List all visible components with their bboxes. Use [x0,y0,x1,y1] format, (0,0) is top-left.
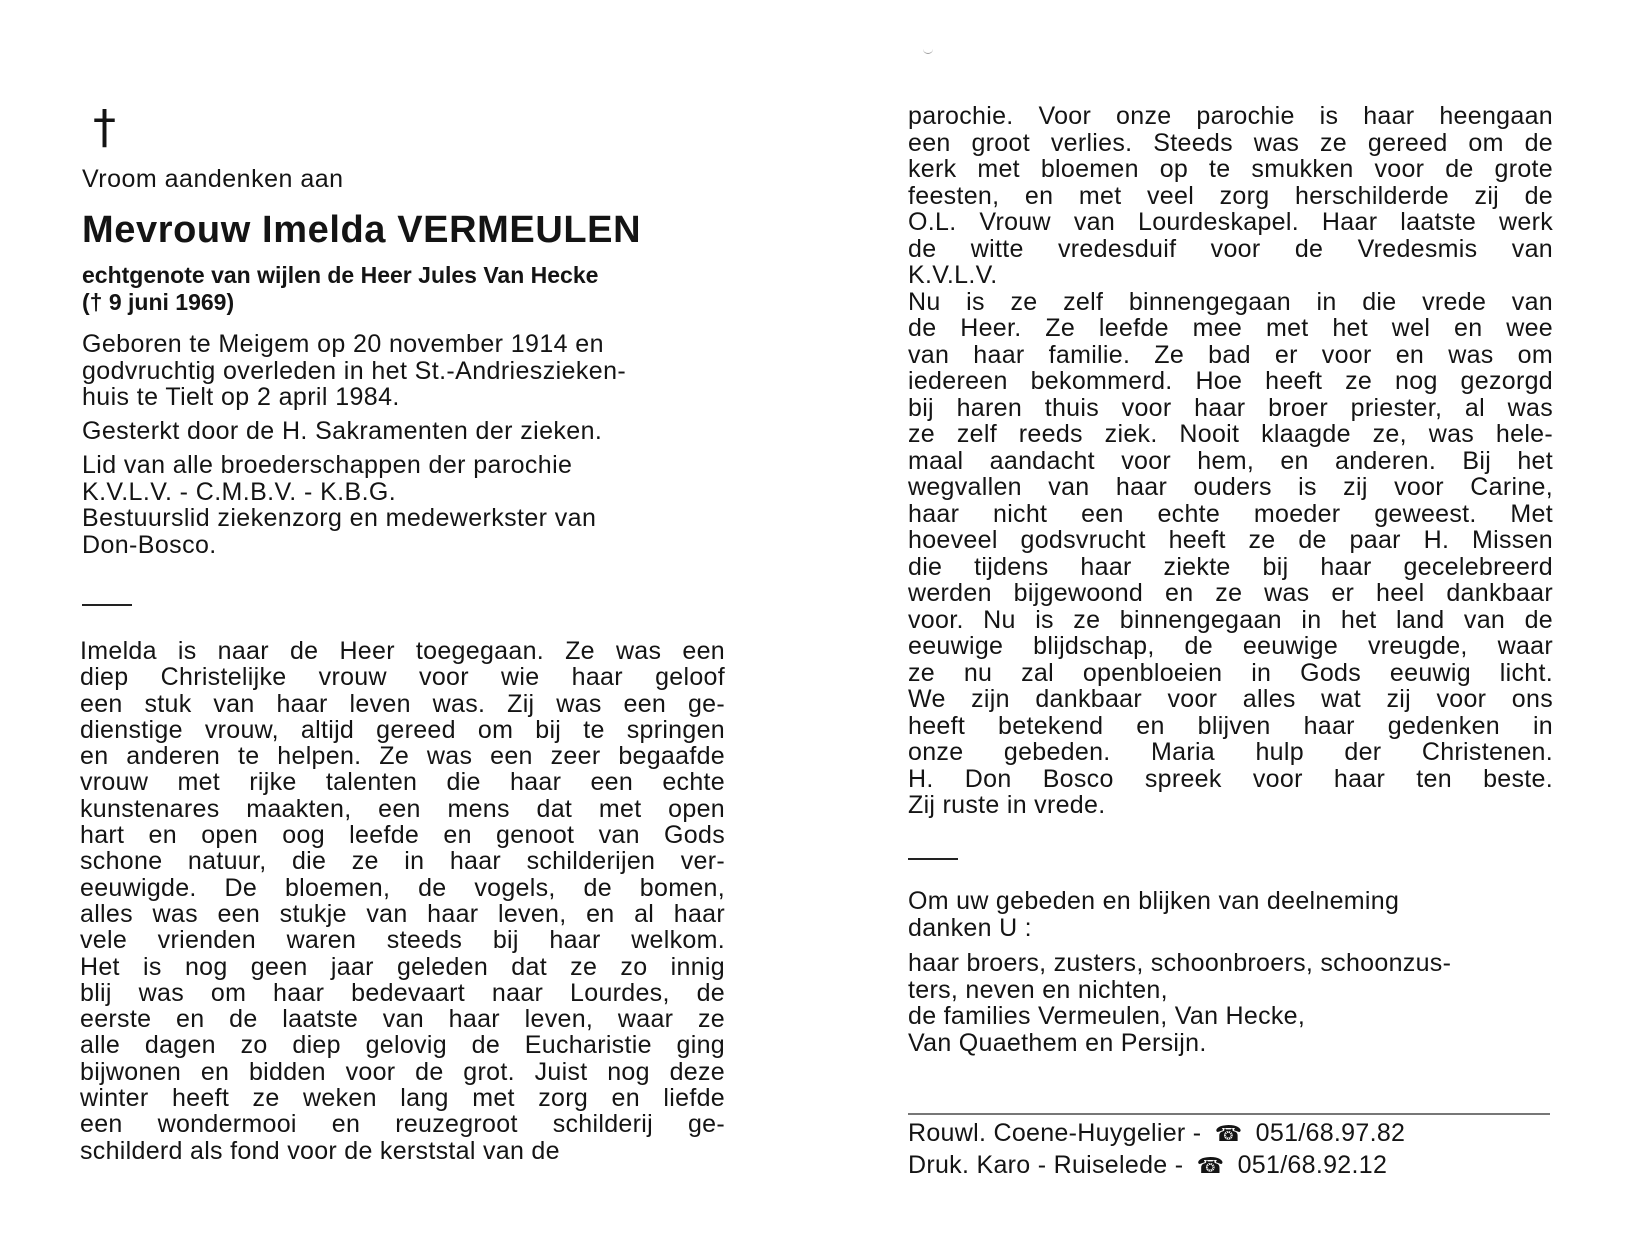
text-line: H. Don Bosco spreek voor haar ten beste. [908,764,1553,793]
text-line: bij haren thuis voor haar broer priester, al was [908,393,1553,422]
text-line: Geboren te Meigem op 20 november 1914 en [82,330,604,358]
text-line: de witte vredesduif voor de Vredesmis van [908,234,1553,263]
section-divider [82,604,132,606]
text-line: winter heeft ze weken lang met zorg en liefde [80,1084,725,1113]
text-line: ters, neven en nichten, [908,975,1168,1004]
sacraments-line [82,418,742,445]
footer-divider [908,1113,1550,1115]
text-line: de Heer. Ze leefde mee met het wel en wee [908,314,1553,342]
cross-icon: † [93,100,116,154]
text-line: Bestuurslid ziekenzorg en medewerkster van [82,504,597,532]
text-line: K.V.L.V. - C.M.B.V. - K.B.G. [82,477,397,506]
spouse-line: echtgenote van wijlen de Heer Jules Van Hecke [82,262,599,288]
text-line: een wondermooi en reuzegroot schilderij ge- [80,1110,725,1139]
text-line: We zijn dankbaar voor alles wat zij voor ons [908,685,1553,713]
text-line: kerk met bloemen op te smukken voor de grote [908,155,1553,183]
text-line: een stuk van haar leven was. Zij was een ge- [80,689,725,718]
text-line: een groot verlies. Steeds was ze gereed om de [908,128,1553,157]
funeral-home-label: Rouwl. Coene-Huygelier - [908,1119,1202,1147]
text-line: blij was om haar bedevaart naar Lourdes, de [80,978,725,1007]
telephone-icon: ☎ [1196,1154,1225,1179]
deceased-name: Mevrouw Imelda VERMEULEN [82,209,642,251]
story-right-column [908,103,1553,819]
text-line: ze nu zal openbloeien in Gods eeuwig licht. [908,658,1553,687]
text-line: schone natuur, die ze in haar schilderijen ver- [80,847,725,876]
telephone-icon: ☎ [1214,1122,1243,1147]
thanks-paragraph [908,888,1553,941]
text-line: Imelda is naar de Heer toegegaan. Ze was een [80,637,725,665]
text-line: voor. Nu is ze binnengegaan in het land van de [908,605,1553,634]
printer-phone: 051/68.92.12 [1237,1151,1388,1179]
text-line: Don-Bosco. [82,530,217,559]
text-line: danken U : [908,913,1032,942]
text-line: hart en open oog leefde en genoot van Gods [80,821,725,850]
text-line: dienstige vrouw, altijd gereed om bij te springen [80,715,725,744]
text-line: Nu is ze zelf binnengegaan in die vrede van [908,287,1553,316]
printer-line [908,1150,1405,1182]
text-line: eeuwigde. De bloemen, de vogels, de bomen, [80,873,725,902]
text-line: Om uw gebeden en blijken van deelneming [908,887,1400,915]
text-line: godvruchtig overleden in het St.-Andrieszieken- [82,356,627,385]
paper-mark [923,48,933,54]
text-line: maal aandacht voor hem, en anderen. Bij het [908,446,1553,475]
text-line: werden bijgewoond en ze was er heel dankbaar [908,579,1553,607]
text-line: feesten, en met veel zorg herschilderde zij de [908,181,1553,210]
text-line: schilderd als fond voor de kerststal van de [80,1136,560,1165]
text-line: Zij ruste in vrede. [908,791,1106,819]
text-line: parochie. Voor onze parochie is haar heengaan [908,102,1553,130]
printer-info [908,1118,1405,1182]
text-line: iedereen bekommerd. Hoe heeft ze nog gezorgd [908,367,1553,395]
text-line: huis te Tielt op 2 april 1984. [82,383,400,411]
printer-label: Druk. Karo - Ruiselede - [908,1151,1184,1179]
text-line: Het is nog geen jaar geleden dat ze zo innig [80,952,725,981]
text-line: vele vrienden waren steeds bij haar welkom. [80,926,725,955]
text-line: alles was een stukje van haar leven, en al haar [80,899,725,928]
text-line: eerste en de laatste van haar leven, waar ze [80,1005,725,1034]
text-line: alle dagen zo diep gelovig de Eucharistie ging [80,1031,725,1060]
birth-death-paragraph [82,331,742,411]
text-line: kunstenares maakten, een mens dat met open [80,794,725,823]
text-line: K.V.L.V. [908,261,998,289]
text-line: Van Quaethem en Persijn. [908,1028,1207,1057]
spouse-info [82,262,742,316]
text-line: haar nicht een echte moeder geweest. Met [908,499,1553,528]
text-line: Lid van alle broederschappen der parochie [82,451,573,479]
text-line: heeft betekend en blijven haar gedenken in [908,711,1553,740]
text-line: eeuwige blijdschap, de eeuwige vreugde, waar [908,632,1553,660]
text-line: vrouw met rijke talenten die haar een echte [80,768,725,797]
membership-paragraph [82,452,742,558]
text-line: wegvallen van haar ouders is zij voor Carine, [908,473,1553,501]
text-line: de families Vermeulen, Van Hecke, [908,1002,1306,1030]
text-line: O.L. Vrouw van Lourdeskapel. Haar laatste werk [908,208,1553,236]
text-line: onze gebeden. Maria hulp der Christenen. [908,738,1553,766]
story-left-column [80,638,725,1164]
text-line: van haar familie. Ze bad er voor en was om [908,340,1553,369]
text-line: haar broers, zusters, schoonbroers, schoonzus- [908,949,1452,977]
text-line: ze zelf reeds ziek. Nooit klaagde ze, was hele- [908,420,1553,448]
funeral-home-phone: 051/68.97.82 [1255,1119,1406,1147]
text-line: bijwonen en bidden voor de grot. Juist nog deze [80,1057,725,1086]
section-divider [908,858,958,860]
text-line: die tijdens haar ziekte bij haar gecelebreerd [908,552,1553,581]
memorial-intro: Vroom aandenken aan [82,165,344,193]
family-paragraph [908,950,1553,1056]
text-line: hoeveel godsvrucht heeft ze de paar H. Missen [908,526,1553,554]
text-line: diep Christelijke vrouw voor wie haar geloof [80,663,725,692]
funeral-home-line [908,1118,1405,1150]
text-line: en anderen te helpen. Ze was een zeer begaafde [80,742,725,771]
text-line: Gesterkt door de H. Sakramenten der zieken. [82,417,603,445]
spouse-death-date: († 9 juni 1969) [82,289,235,315]
